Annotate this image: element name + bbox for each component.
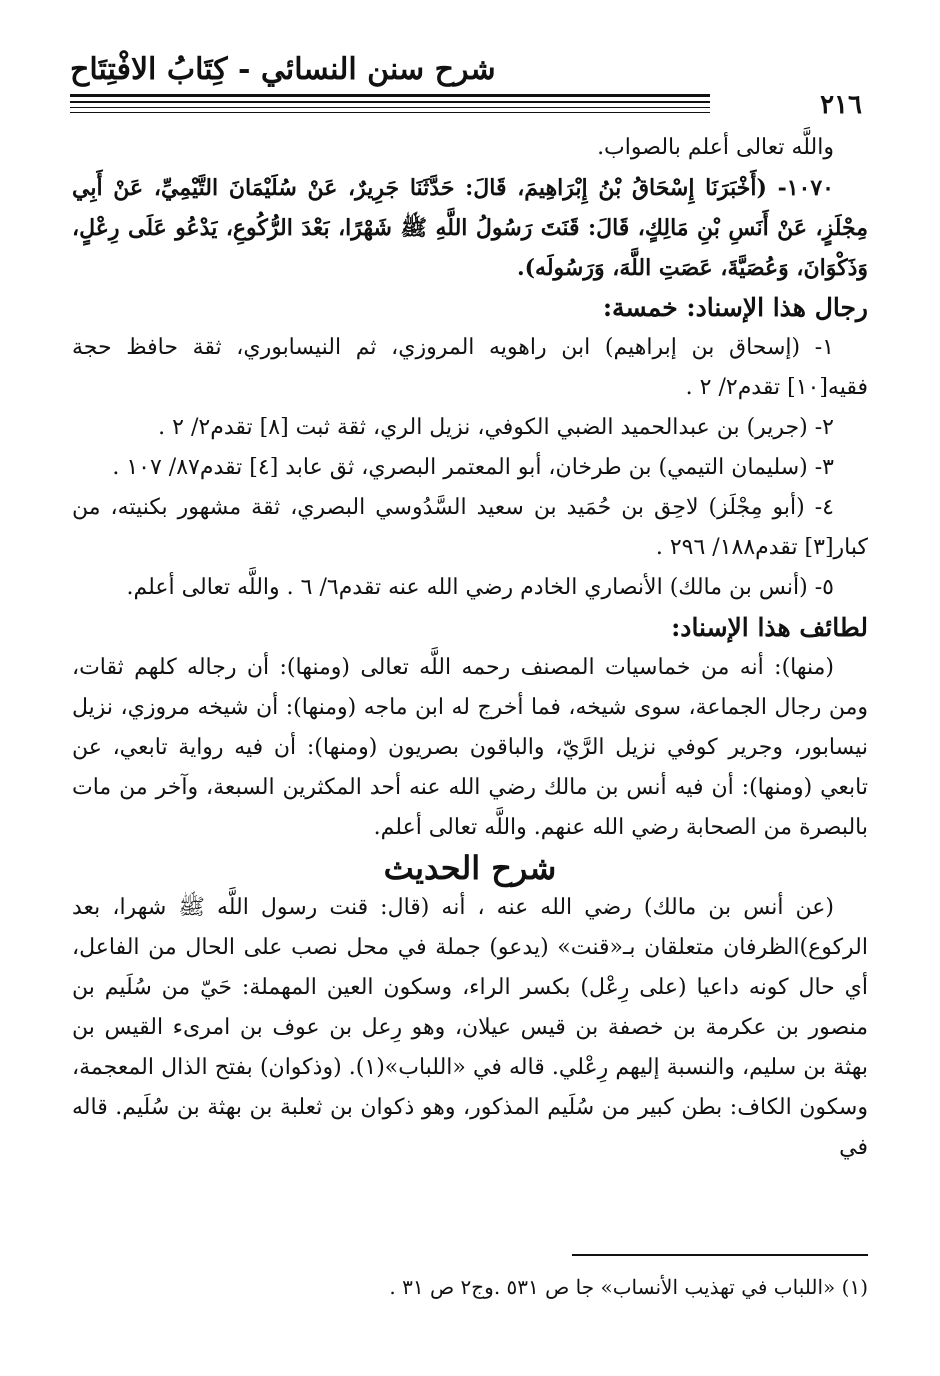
page-number: ٢١٦	[820, 90, 862, 120]
explanation-paragraph: (عن أنس بن مالك) رضي الله عنه ، أنه (قال: قنت رسول اللَّه ﷺ شهرا، بعد الركوع)الظرفان متعلقان بـ«قنت» (يدعو) جملة في محل نصب على الحال من الفاعل، أي حال كونه داعيا (على رِعْل) بكسر الراء، وسكون العين المهملة: حَيّ من سُلَيم بن منصور بن عكرمة بن خصفة بن قيس عيلان، وهو رِعل بن عوف بن امرىء القيس بن بهثة بن سليم، والنسبة إليهم رِعْلي. قاله في «اللباب»(١). (وذكوان) بفتح الذال المعجمة، وسكون الكاف: بطن كبير من سُلَيم المذكور، وهو ذكوان بن ثعلبة بن بهثة بن سُلَيم. قاله في	[72, 895, 869, 1160]
narrator-entry: ١- (إسحاق بن إبراهيم) ابن راهويه المروزي، ثم النيسابوري، ثقة حافظ حجة فقيه[١٠] تقدم٢/ ٢ .	[72, 335, 868, 400]
narrator-entry: ٢- (جرير) بن عبدالحميد الضبي الكوفي، نزيل الري، ثقة ثبت [٨] تقدم٢/ ٢ .	[158, 415, 834, 440]
footnote: (١) «اللباب في تهذيب الأنساب» جا ص ٥٣١ .وج٢ ص ٣١ .	[389, 1275, 868, 1299]
section-heading-explanation: شرح الحديث	[383, 849, 557, 887]
header-rule	[70, 112, 710, 113]
header-rule	[70, 101, 710, 103]
running-header-title: شرح سنن النسائي - كِتَابُ الافْتِتَاح	[70, 52, 496, 87]
section-heading-narrators: رجال هذا الإسناد: خمسة:	[602, 293, 868, 322]
narrator-entry: ٤- (أبو مِجْلَز) لاحِق بن حُمَيد بن سعيد السَّدُوسي البصري، ثقة مشهور بكنيته، من كبار[٣] تقدم١٨٨/ ٢٩٦ .	[72, 495, 868, 560]
header-rule	[70, 94, 710, 97]
header-rule	[70, 107, 710, 108]
page-body	[72, 128, 868, 1168]
footnote-rule	[572, 1254, 868, 1256]
narrator-entry: ٥- (أنس بن مالك) الأنصاري الخادم رضي الله عنه تقدم٦/ ٦ . واللَّه تعالى أعلم.	[126, 575, 834, 600]
closing-line: واللَّه تعالى أعلم بالصواب.	[597, 135, 834, 160]
subtleties-paragraph: (منها): أنه من خماسيات المصنف رحمه اللَّه تعالى (ومنها): أن رجاله كلهم ثقات، ومن رجال الجماعة، سوى شيخه، فما أخرج له ابن ماجه (ومنها): أن شيخه مروزي، نزيل نيسابور، وجرير كوفي نزيل الرَّيّ، والباقون بصريون (ومنها): أن فيه رواية تابعي، عن تابعي (ومنها): أن فيه أنس بن مالك رضي الله عنه أحد المكثرين السبعة، وآخر من مات بالبصرة من الصحابة رضي الله عنهم. واللَّه تعالى أعلم.	[72, 655, 868, 840]
narrator-entry: ٣- (سليمان التيمي) بن طرخان، أبو المعتمر البصري، ثق عابد [٤] تقدم٨٧/ ١٠٧ .	[112, 455, 834, 480]
section-heading-subtleties: لطائف هذا الإسناد:	[671, 613, 868, 642]
hadith-text: ١٠٧٠- (أَخْبَرَنَا إِسْحَاقُ بْنُ إِبْرَاهِيمَ، قَالَ: حَدَّثَنَا جَرِيرٌ، عَنْ سُلَيْمَانَ التَّيْمِيِّ، عَنْ أَبِي مِجْلَزٍ، عَنْ أَنَسِ بْنِ مَالِكٍ، قَالَ: قَنَتَ رَسُولُ اللَّهِ ﷺ شَهْرًا، بَعْدَ الرُّكُوعِ، يَدْعُو عَلَى رِعْلٍ، وَذَكْوَانَ، وَعُصَيَّةَ، عَصَتِ اللَّهَ، وَرَسُولَه).	[72, 175, 868, 281]
